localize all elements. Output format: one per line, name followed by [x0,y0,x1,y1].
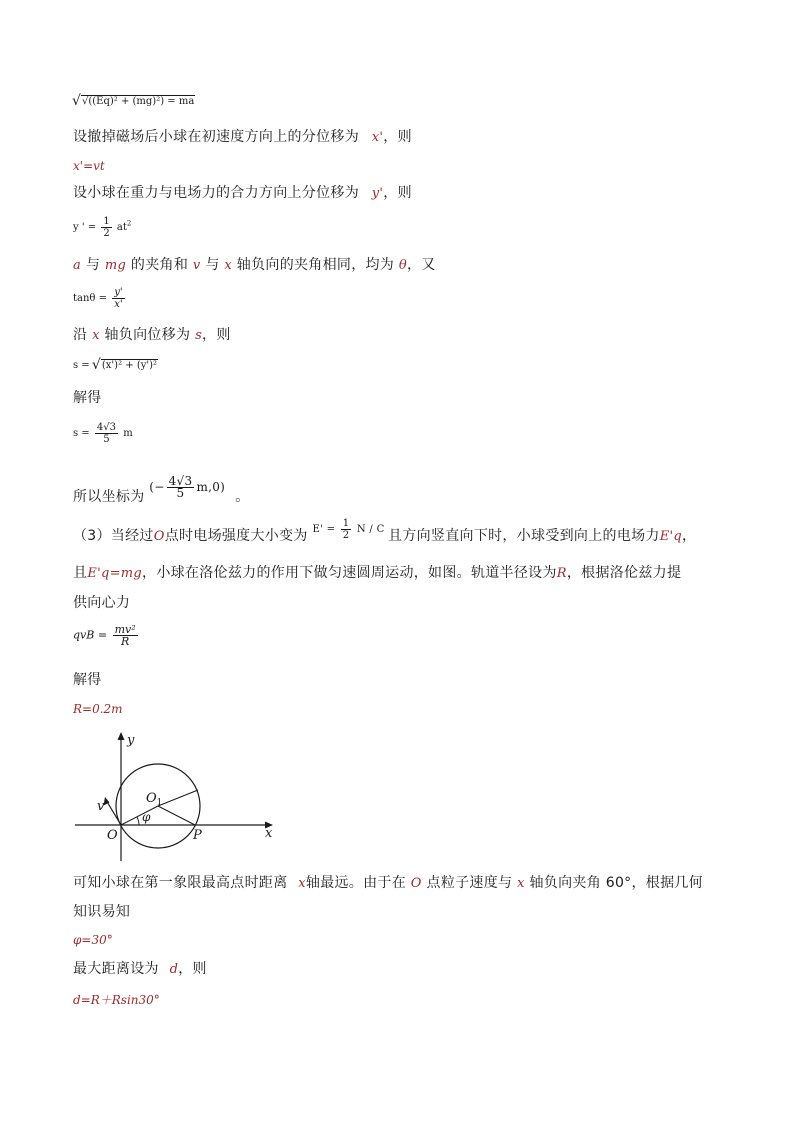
equation-qvb: qvB = $\frac{\text{mv²}}{R}$ [73,623,136,648]
label-origin: O [107,828,118,843]
label-phi: φ [142,810,151,824]
equation-phi: φ=30° [73,933,113,947]
radius-upper [158,790,198,806]
equation-net-force [73,96,195,107]
text-line-max-distance: 最大距离设为 d，则 [73,961,207,977]
text-line-farthest: 可知小球在第一象限最高点时距离 x轴最远。由于在 O 点粒子速度与 x 轴负向夹角 60°，根据几何 [73,875,703,891]
equation-s-sqrt: s = √ (x')² + (y')² [73,360,158,371]
equation-text: √((Eq)² + (mg)²) = ma [82,96,195,107]
text-line-centripetal: 供向心力 [73,595,131,611]
radius-to-p [158,806,195,825]
label-center: $O_1$ [146,791,163,808]
text-line-displacement-s: 沿 x 轴负向位移为 s，则 [73,327,231,343]
angle-phi-arc [137,817,139,825]
text-line-circular-motion: 且E'q=mg，小球在洛伦兹力的作用下做匀速圆周运动，如图。轨道半径设为R，根据洛伦兹力提 [73,565,682,581]
y-axis-arrow [118,732,125,740]
text-line-geometry: 知识易知 [73,904,131,920]
text-line-displacement-y: 设小球在重力与电场力的合力方向上分位移为 y'，则 [73,185,412,201]
label-v: v [97,799,105,814]
equation-s-result: s = $\frac{4√3}{5}$ m [73,422,133,445]
text-solve-2: 解得 [73,672,102,688]
label-y: y [127,733,135,748]
velocity-vector [106,800,121,825]
label-x: x [265,826,273,841]
equation-y-half-at2: y ' = $\frac{1}{2}$ $at^2$ [73,216,132,239]
circle-motion-diagram [70,728,280,868]
text-line-coordinate: 所以坐标为 (− $\frac{4√3}{5}$ m,0) 。 [73,474,250,505]
text-solve-1: 解得 [73,390,102,406]
text-line-displacement-x: 设撤掉磁场后小球在初速度方向上的分位移为 x'，则 [73,129,412,145]
equation-x-vt: x'=vt [73,159,105,173]
equation-d: d=R＋Rsin30° [73,993,160,1007]
text-line-part3: （3）当经过O点时电场强度大小变为 $^{E' = \frac{1}{2} N / C}$ 且方向竖直向下时，小球受到向上的电场力E'q， [73,518,697,544]
equation-r-result: R=0.2m [73,702,123,716]
equation-tan-theta: tanθ = $\frac{y'}{x'}$ [73,287,123,310]
radius-to-origin [121,806,158,825]
label-p: P [193,828,202,843]
text-line-angle: a 与 mg 的夹角和 v 与 x 轴负向的夹角相同，均为 θ，又 [73,257,436,273]
